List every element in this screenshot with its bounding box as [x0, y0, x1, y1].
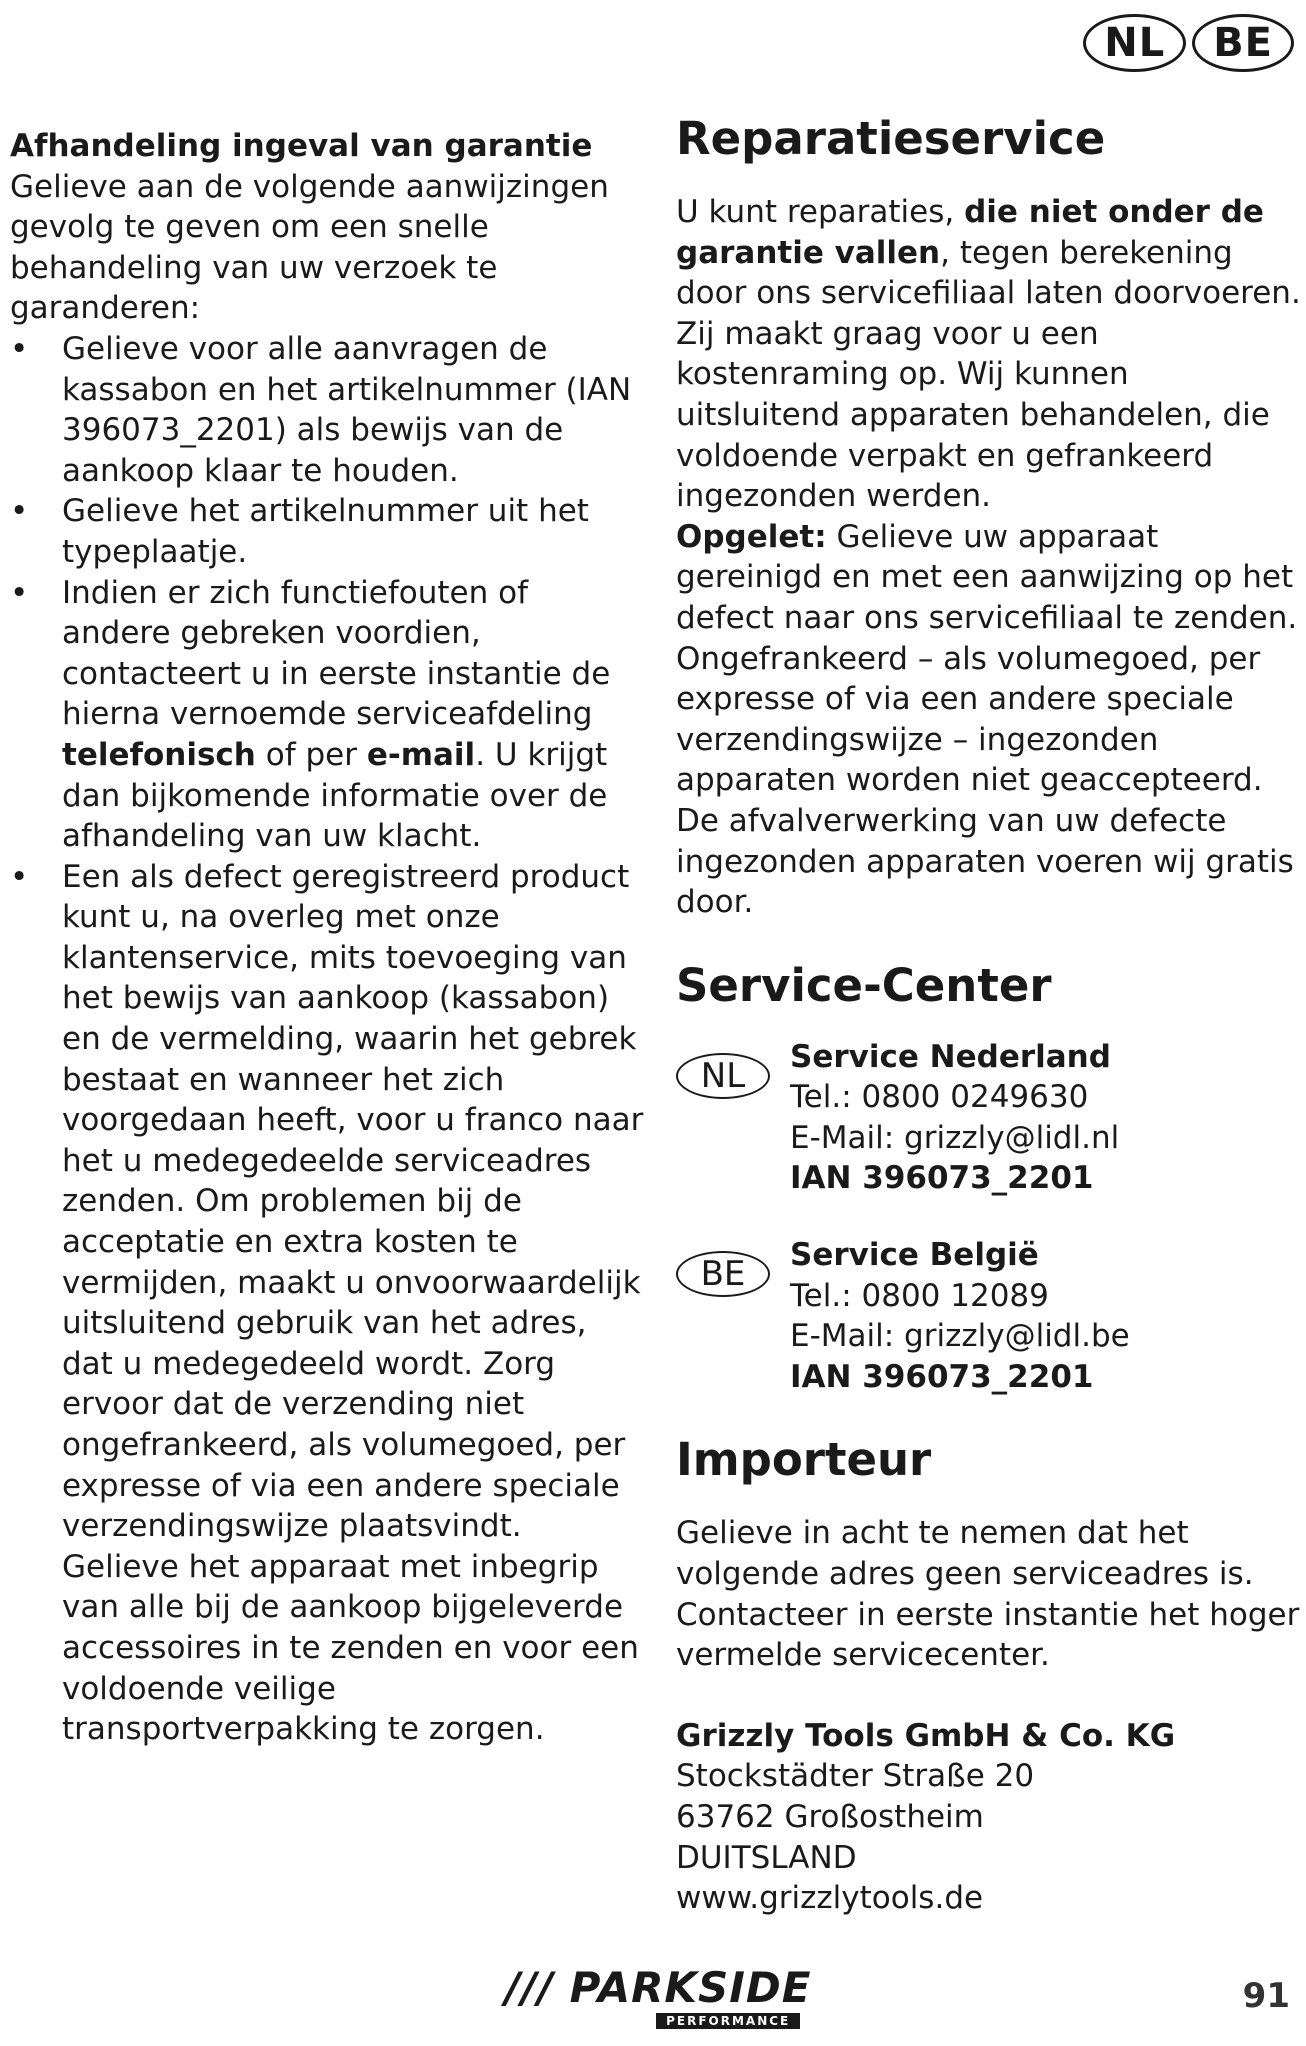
repair-p3: Ongefrankeerd – als volumegoed, per expresse of via een andere speciale verzendingswijze – ingezonden apparaten worden niet geaccepteerd. — [676, 640, 1263, 799]
service-be-ian: IAN 396073_2201 — [790, 1358, 1094, 1395]
badge-nl-small: NL — [676, 1053, 770, 1099]
bullet-text: Gelieve het artikelnummer uit het typeplaatje. — [62, 493, 589, 570]
bullet-icon: • — [10, 858, 29, 895]
bullet-icon: • — [10, 574, 29, 611]
importer-city: 63762 Großostheim — [676, 1799, 984, 1835]
logo-text: /// PARKSIDE — [505, 1963, 812, 2012]
bullet-icon: • — [10, 330, 29, 367]
service-center-title: Service-Center — [676, 958, 1052, 1012]
badge-be: BE — [1192, 14, 1294, 72]
text-run: of per — [255, 736, 367, 773]
badge-nl: NL — [1083, 14, 1186, 72]
right-column — [676, 112, 1302, 1919]
importer-title: Importeur — [676, 1433, 932, 1487]
service-be-email: E-Mail: grizzly@lidl.be — [790, 1318, 1130, 1355]
repair-p2 — [676, 517, 1302, 639]
text-run: , tegen berekening door ons servicefiliaal laten doorvoeren. Zij maakt graag voor u een kostenraming op. Wij kunnen uitsluitend apparaten behandelen, die voldoende verpakt en gefrankeerd ingezonden werden. — [676, 234, 1301, 515]
badge-be-small: BE — [676, 1251, 770, 1297]
list-item — [10, 573, 646, 857]
text-run: U kunt reparaties, — [676, 194, 965, 230]
bold-run: e-mail — [366, 736, 476, 773]
bullet-text — [62, 575, 610, 855]
page-number: 91 — [1242, 1976, 1290, 2016]
repair-title: Reparatieservice — [676, 112, 1106, 165]
logo-subtext: PERFORMANCE — [656, 2013, 800, 2029]
language-badges — [1083, 14, 1294, 72]
list-item — [10, 491, 646, 572]
service-be-details — [790, 1235, 1130, 1397]
text-run: . U krijgt dan bijkomende informatie over de afhandeling van uw klacht. — [62, 736, 608, 855]
importer-country: DUITSLAND — [676, 1839, 857, 1876]
service-nl-ian: IAN 396073_2201 — [790, 1160, 1094, 1197]
service-nl-email: E-Mail: grizzly@lidl.nl — [790, 1119, 1120, 1156]
service-nl-details — [790, 1037, 1119, 1199]
importer-note: Gelieve in acht te nemen dat het volgende adres geen serviceadres is. Contacteer in eerste instantie het hoger vermelde servicecenter. — [676, 1515, 1300, 1674]
text-run: Gelieve uw apparaat gereinigd en met een aanwijzing op het defect naar ons servicefiliaal te zenden. — [676, 518, 1298, 636]
bold-run: Opgelet: — [676, 518, 827, 555]
warranty-intro: Gelieve aan de volgende aanwijzingen gevolg te geven om een snelle behandeling van uw verzoek te garanderen: — [10, 168, 609, 327]
service-nl-tel: Tel.: 0800 0249630 — [790, 1079, 1089, 1116]
service-be — [676, 1235, 1302, 1397]
list-item — [10, 329, 646, 491]
left-column — [10, 126, 646, 1750]
service-be-tel: Tel.: 0800 12089 — [790, 1277, 1049, 1314]
service-nl — [676, 1037, 1302, 1199]
importer-company: Grizzly Tools GmbH & Co. KG — [676, 1717, 1176, 1754]
list-item — [10, 857, 646, 1750]
parkside-logo — [505, 1963, 812, 2029]
bold-run: die niet onder de garantie vallen — [676, 194, 1264, 271]
warranty-heading: Afhandeling ingeval van garantie — [10, 128, 593, 164]
bullet-text: Een als defect geregistreerd product kunt u, na overleg met onze klantenservice, mits toevoeging van het bewijs van aankoop (kassabon) en de vermelding, waarin het gebrek bestaat en wanneer het zich voorgedaan heeft, voor u franco naar het u medegedeelde serviceadres zenden. Om problemen bij de acceptatie en extra kosten te vermijden, maakt u onvoorwaardelijk uitsluitend gebruik van het adres, dat u medegedeeld wordt. Zorg ervoor dat de verzending niet ongefrankeerd, als volumegoed, per expresse of via een andere speciale verzendingswijze plaatsvindt. Gelieve het apparaat met inbegrip van alle bij de aankoop bijgeleverde accessoires in te zenden en voor een voldoende veilige transportverpakking te zorgen. — [62, 858, 644, 1748]
bold-run: telefonisch — [62, 736, 256, 773]
service-nl-name: Service Nederland — [790, 1038, 1111, 1075]
importer-street: Stockstädter Straße 20 — [676, 1758, 1035, 1795]
service-be-name: Service België — [790, 1237, 1039, 1274]
bullet-icon: • — [10, 493, 29, 530]
importer-web: www.grizzlytools.de — [676, 1880, 984, 1917]
repair-p1 — [676, 192, 1302, 517]
text-run: Indien er zich functiefouten of andere gebreken voordien, contacteert u in eerste instantie de hierna vernoemde serviceafdeling — [62, 574, 611, 733]
bullet-text: Gelieve voor alle aanvragen de kassabon en het artikelnummer (IAN 396073_2201) als bewijs van de aankoop klaar te houden. — [62, 330, 632, 489]
repair-p4: De afvalverwerking van uw defecte ingezonden apparaten voeren wij gratis door. — [676, 802, 1294, 921]
